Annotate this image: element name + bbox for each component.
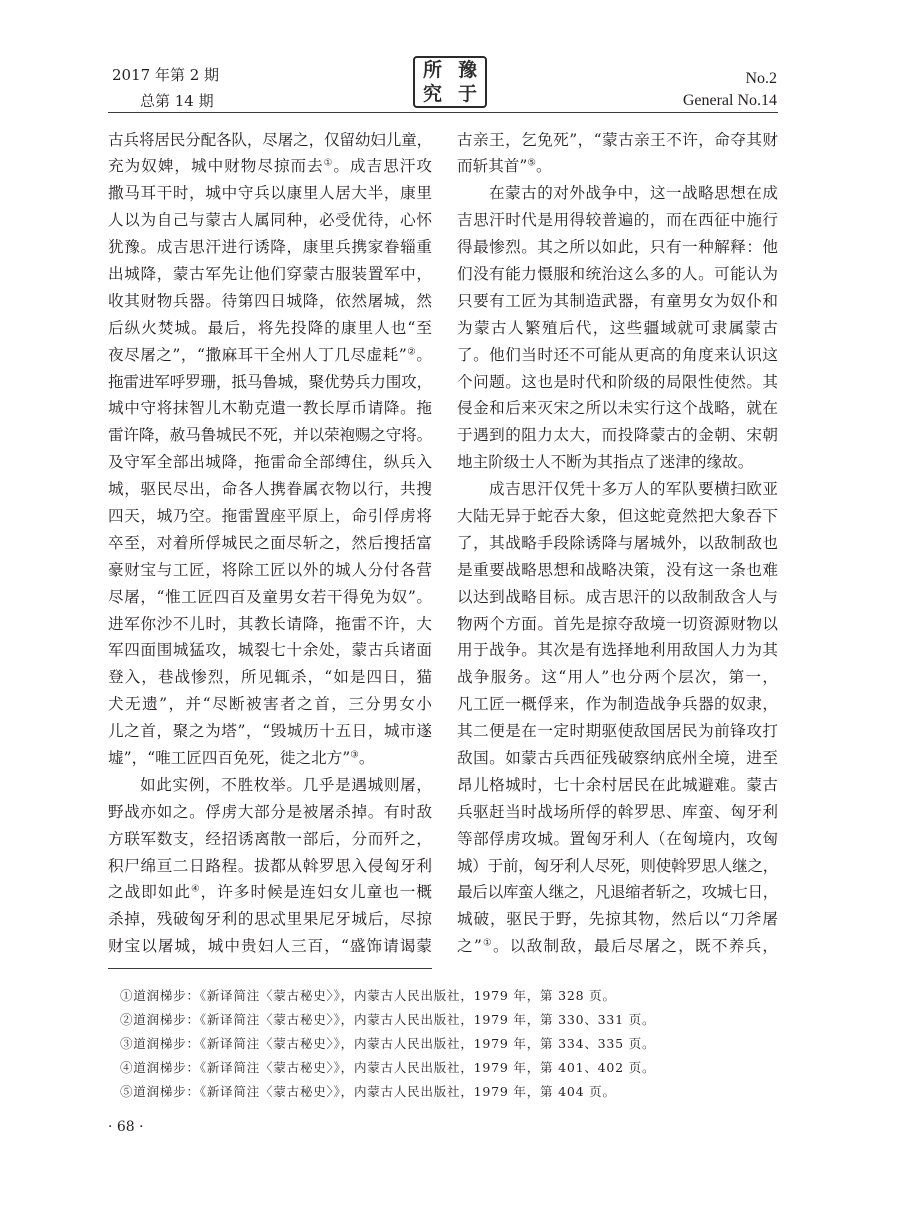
footnote-separator (108, 968, 432, 969)
paragraph (457, 180, 778, 476)
paragraph (108, 127, 432, 772)
text-line: 城中守将抹智儿木勒克遣一教长厚币请降。拖 (108, 399, 432, 418)
text-line: 儿之首，聚之为塔”，“毁城历十五日，城市遂 (108, 722, 432, 741)
text-line: 尽屠，“惟工匠四百及童男女若干得免为奴”。 (108, 587, 432, 606)
logo-char: 豫 (457, 59, 477, 81)
footnote-marker: ① (323, 158, 334, 170)
text-line: 大陆无异于蛇吞大象，但这蛇竟然把大象吞下 (457, 506, 778, 525)
text-line: 而斩其首”⑤。 (457, 157, 552, 176)
text-line: 城破，驱民于野，先掠其物，然后以“刀斧屠 (457, 910, 778, 929)
page-number: · 68 · (108, 1119, 144, 1135)
footnote: ②道润梯步：《新译简注〈蒙古秘史〉》，内蒙古人民出版社，1979 年，第 330、331 页。 (120, 1012, 656, 1027)
text-line: 战争服务。这“用人”也分两个层次，第一， (457, 668, 778, 687)
paragraph (457, 127, 778, 181)
text-line: 最后以库蛮人继之，凡退缩者斩之，攻城七日， (457, 883, 778, 902)
text-line: 们没有能力慑服和统治这么多的人。可能认为 (457, 264, 778, 283)
text-line: 雷许降，赦马鲁城民不死，并以荣袍赐之守将。 (108, 426, 432, 445)
footnote: ④道润梯步：《新译简注〈蒙古秘史〉》，内蒙古人民出版社，1979 年，第 401、402 页。 (120, 1060, 656, 1075)
logo-char: 究 (422, 83, 442, 105)
paragraph (457, 476, 778, 960)
text-line: 了，其战略手段除诱降与屠城外，以敌制敌也 (457, 533, 778, 552)
text-line: 用于战争。其次是有选择地利用敌国人力为其 (457, 641, 778, 660)
text-line: 之战即如此④，许多时候是连妇女儿童也一概 (108, 883, 432, 902)
footnote-marker: ④ (190, 884, 201, 896)
footnote-marker: ③ (350, 749, 359, 761)
text-line: 四天，城乃空。拖雷置座平原上，命引俘虏将 (108, 506, 432, 525)
text-line: 方联军数支，经招诱离散一部后，分而歼之， (108, 829, 432, 848)
text-line: 积尸绵亘二日路程。拔都从斡罗思入侵匈牙利 (108, 856, 432, 875)
text-line: 充为奴婢，城中财物尽掠而去①。成吉思汗攻 (108, 157, 432, 176)
footnote-marker: ② (406, 346, 417, 358)
text-line: 古亲王，乞免死”，“蒙古亲王不许，命夺其财 (457, 130, 778, 149)
issue-number-cn: 2017 年第 2 期 (112, 66, 220, 84)
text-line: 拖雷进军呼罗珊，抵马鲁城，聚优势兵力围攻， (108, 372, 432, 391)
text-line: 进军你沙不儿时，其教长请降，拖雷不许，大 (108, 614, 432, 633)
text-line: 兵驱赶当时战场所俘的斡罗思、库蛮、匈牙利 (457, 802, 778, 821)
text-line: 只要有工匠为其制造武器，有童男女为奴仆和 (457, 291, 778, 310)
text-line: 其二便是在一定时期驱使敌国居民为前锋攻打 (457, 722, 778, 741)
text-line: 撒马耳干时，城中守兵以康里人居大半，康里 (108, 184, 432, 203)
total-issue-number-cn: 总第 14 期 (140, 92, 214, 110)
left-column (108, 127, 432, 961)
text-line: 犬无遗”，并“尽断被害者之首，三分男女小 (108, 695, 432, 714)
text-line: 为蒙古人繁殖后代，这些疆域就可隶属蒙古 (457, 318, 778, 337)
text-line: 财宝以屠城，城中贵妇人三百，“盛饰请谒蒙 (108, 937, 432, 956)
text-line: 人以为自己与蒙古人属同种，必受优待，心怀 (108, 211, 432, 230)
text-line: 古兵将居民分配各队，尽屠之，仅留幼妇儿童， (108, 130, 432, 149)
text-line: 敌国。如蒙古兵西征残破察纳底州全境，进至 (457, 748, 778, 767)
footnote-marker: ① (481, 937, 493, 949)
text-line: 个问题。这也是时代和阶级的局限性使然。其 (457, 372, 778, 391)
text-line: 夜尽屠之”，“撒麻耳干全州人丁几尽虚耗”②。 (108, 345, 432, 364)
text-line: 收其财物兵器。待第四日城降，依然屠城，然 (108, 291, 432, 310)
text-line: 后纵火焚城。最后，将先投降的康里人也“至 (108, 318, 432, 337)
paragraph (108, 772, 432, 960)
footnote-marker: ⑤ (527, 158, 537, 170)
text-line: 军四面围城猛攻，城裂七十余处，蒙古兵诸面 (108, 641, 432, 660)
text-line: 在蒙古的对外战争中，这一战略思想在成 (489, 184, 778, 203)
text-line: 野战亦如之。俘虏大部分是被屠杀掉。有时敌 (108, 802, 432, 821)
text-line: 墟”，“唯工匠四百免死，徙之北方”③。 (108, 748, 375, 767)
text-line: 犹豫。成吉思汗进行诱降，康里兵携家眷辎重 (108, 238, 432, 257)
total-issue-number-en: General No.14 (682, 92, 777, 109)
right-column (457, 127, 778, 961)
text-line: 之”①。以敌制敌，最后尽屠之，既不养兵， (457, 937, 778, 956)
footnote: ③道润梯步：《新译简注〈蒙古秘史〉》，内蒙古人民出版社，1979 年，第 334、335 页。 (120, 1036, 656, 1051)
text-line: 城）于前，匈牙利人尽死，则使斡罗思人继之， (457, 856, 778, 875)
text-line: 如此实例，不胜枚举。几乎是遇城则屠， (140, 775, 432, 794)
logo-char: 所 (422, 59, 442, 81)
text-line: 吉思汗时代是用得较普遍的，而在西征中施行 (457, 211, 778, 230)
text-line: 凡工匠一概俘来，作为制造战争兵器的奴隶， (457, 695, 778, 714)
text-line: 于遇到的阻力太大，而投降蒙古的金朝、宋朝 (457, 426, 778, 445)
footnote: ①道润梯步：《新译简注〈蒙古秘史〉》，内蒙古人民出版社，1979 年，第 328 页。 (120, 988, 616, 1003)
journal-logo (413, 56, 487, 108)
text-line: 出城降，蒙古军先让他们穿蒙古服装置军中， (108, 264, 432, 283)
text-line: 得最惨烈。其之所以如此，只有一种解释：他 (457, 238, 778, 257)
text-line: 卒至，对着所俘城民之面尽斩之，然后搜括富 (108, 533, 432, 552)
text-line: 城，驱民尽出，命各人携眷属衣物以行，共搜 (108, 480, 432, 499)
footnote: ⑤道润梯步：《新译简注〈蒙古秘史〉》，内蒙古人民出版社，1979 年，第 404 页。 (120, 1084, 616, 1099)
text-line: 等部俘虏攻城。置匈牙利人（在匈境内，攻匈 (457, 829, 778, 848)
text-line: 成吉思汗仅凭十多万人的军队要横扫欧亚 (489, 480, 778, 499)
text-line: 侵金和后来灭宋之所以未实行这个战略，就在 (457, 399, 778, 418)
footnotes (120, 984, 760, 1104)
text-line: 及守军全部出城降，拖雷命全部缚住，纵兵入 (108, 453, 432, 472)
text-line: 昂儿格城时，七十余村居民在此城避难。蒙古 (457, 775, 778, 794)
text-line: 是重要战略思想和战略决策，没有这一条也难 (457, 560, 778, 579)
text-line: 物两个方面。首先是掠夺敌境一切资源财物以 (457, 614, 778, 633)
issue-number-en: No.2 (745, 70, 777, 87)
text-line: 以达到战略目标。成吉思汗的以敌制敌含人与 (457, 587, 778, 606)
header-rule (108, 112, 778, 113)
logo-char: 于 (457, 83, 477, 105)
text-line: 豪财宝与工匠，将除工匠以外的城人分付各营 (108, 560, 432, 579)
text-line: 杀掉，残破匈牙利的思忒里果尼牙城后，尽掠 (108, 910, 432, 929)
text-line: 了。他们当时还不可能从更高的角度来认识这 (457, 345, 778, 364)
text-line: 登入，巷战惨烈，所见辄杀，“如是四日，猫 (108, 668, 432, 687)
text-line: 地主阶级士人不断为其指点了迷津的缘故。 (457, 453, 754, 472)
